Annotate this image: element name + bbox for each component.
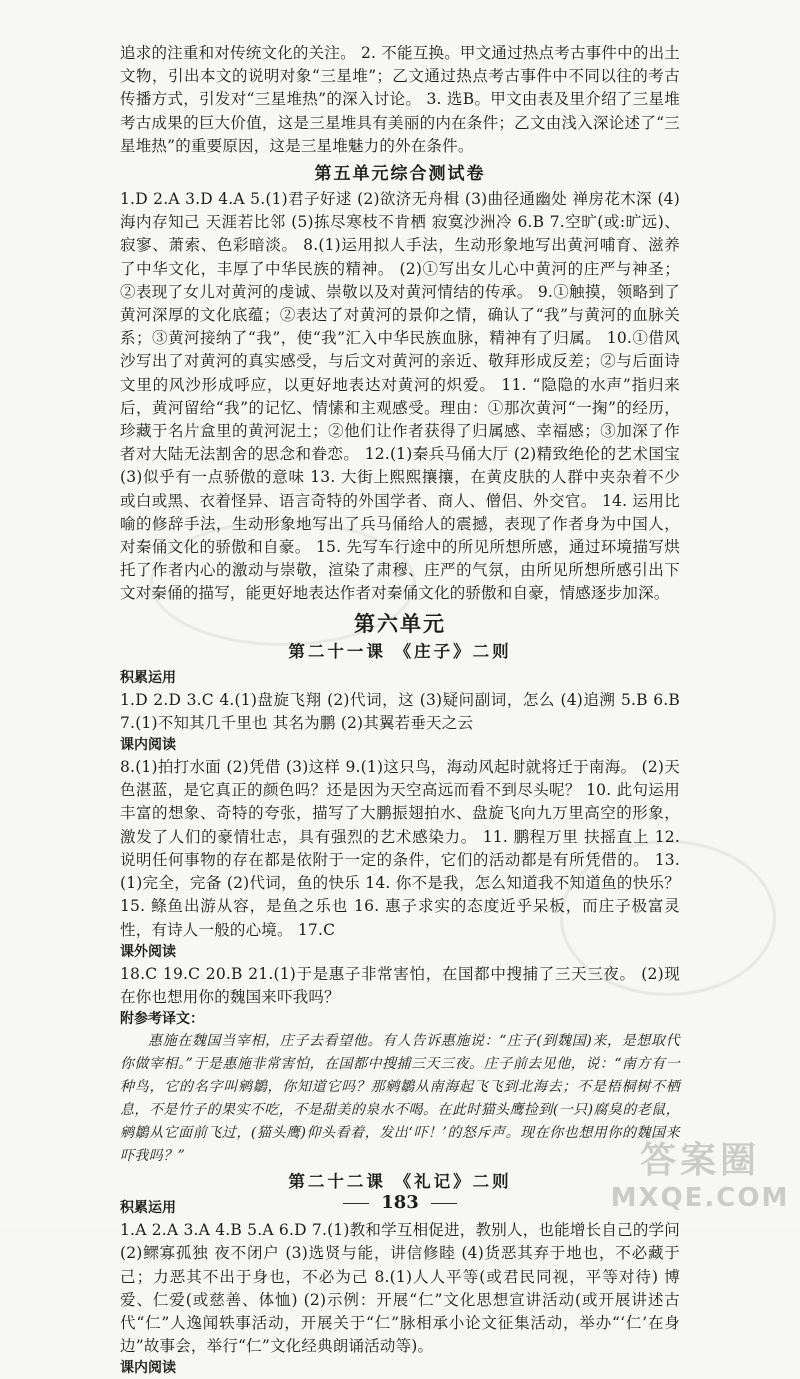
lesson22-accumulation-answers: 1.A 2.A 3.A 4.B 5.A 6.D 7.(1)教和学互相促进，教别人，也能增长自己的学问 (2)鳏寡孤独 夜不闭户 (3)选贤与能，讲信修睦 (4)货恶其弃于地也，不必藏于己；力恶其不出于身也，不必为己 8.(1)人人平等(或君民同视，平等对待) 博爱、仁爱(或慈善、体恤) (2)示例：开展“仁”文化思想宣讲活动(或开展讲述古代“仁”人逸闻轶事活动，开展关于“仁”脉相承小论文征集活动，举办“‘仁’在身边”故事会，举行“仁”文化经典朗诵活动等)。 (120, 1221, 680, 1356)
section-heading: 课内阅读 (120, 737, 176, 754)
page-number-text: 183 (381, 1192, 419, 1213)
lesson21-title: 第二十一课 《庄子》二则 (288, 641, 512, 661)
unit5-test-title: 第五单元综合测试卷 (314, 164, 486, 185)
lesson21-inclass-reading-answers: 8.(1)拍打水面 (2)凭借 (3)这样 9.(1)这只鸟，海动风起时就将迁于南海。 (2)天色湛蓝，是它真正的颜色吗？还是因为天空高远而看不到尽头呢？ 10. 此句运用丰富的想象、奇特的夸张，描写了大鹏振翅拍水、盘旋飞向九万里高空的形象，激发了人们的豪情壮志，具有强烈的艺术感染力。 11. 鹏程万里 扶摇直上 12. 说明任何事物的存在都是依附于一定的条件，它们的活动都是有所凭借的。 13.(1)完全，完备 (2)代词，鱼的快乐 14. 你不是我，怎么知道我不知道鱼的快乐？ 15. 鲦鱼出游从容，是鱼之乐也 16. 惠子求实的态度近乎呆板，而庄子极富灵性，有诗人一般的心境。 17.C (120, 758, 680, 939)
section-heading: 积累运用 (120, 1200, 176, 1217)
watermark-bottom-text: MXQE.COM (610, 1183, 790, 1213)
section-heading: 附参考译文： (120, 1011, 204, 1028)
unit6-title: 第六单元 (354, 611, 446, 636)
watermark-top-text: 答案圈 (639, 1140, 760, 1181)
lesson21-extra-reading-answers: 18.C 19.C 20.B 21.(1)于是惠子非常害怕，在国都中搜捕了三天三夜。 (2)现在你也想用你的魏国来吓我吗？ (120, 964, 680, 1006)
section-heading: 课外阅读 (120, 943, 176, 960)
lesson22-title: 第二十二课 《礼记》二则 (288, 1172, 512, 1192)
section-heading: 课内阅读 (120, 1360, 176, 1377)
answer-paragraph: 追求的注重和对传统文化的关注。 2. 不能互换。甲文通过热点考古事件中的出土文物，引出本文的说明对象“三星堆”；乙文通过热点考古事件中不同以往的考古传播方式，引发对“三星堆热”的深入讨论。 3. 选B。甲文由表及里介绍了三星堆考古成果的巨大价值，这是三星堆具有美丽的内在条件；乙文由浅入深论述了“三星堆热”的重要原因，这是三星堆魅力的外在条件。 (120, 44, 680, 155)
page-number-dash (431, 1203, 457, 1204)
reference-translation: 惠施在魏国当宰相，庄子去看望他。有人告诉惠施说：“庄子(到魏国)来，是想取代你做宰相。”于是惠施非常害怕，在国都中搜捕三天三夜。庄子前去见他，说：“南方有一种鸟，它的名字叫鹓鶵，你知道它吗？那鹓鶵从南海起飞飞到北海去；不是梧桐树不栖息，不是竹子的果实不吃，不是甜美的泉水不喝。在此时猫头鹰捡到(一只)腐臭的老鼠，鹓鶵从它面前飞过，(猫头鹰)仰头看着，发出‘吓！’的怒斥声。现在你也想用你的魏国来吓我吗？” (120, 1033, 680, 1165)
unit5-answers: 1.D 2.A 3.D 4.A 5.(1)君子好逑 (2)欲济无舟楫 (3)曲径通幽处 禅房花木深 (4)海内存知己 天涯若比邻 (5)拣尽寒枝不肯栖 寂寞沙洲冷 6.B 7.空旷(或:旷远)、寂寥、萧索、色彩暗淡。 8.(1)运用拟人手法，生动形象地写出黄河哺育、滋养了中华文化，丰厚了中华民族的精神。 (2)①写出女儿心中黄河的庄严与神圣；②表现了女儿对黄河的虔诚、崇敬以及对黄河情结的传承。 9.①触摸，领略到了黄河深厚的文化底蕴；②表达了对黄河的景仰之情，确认了“我”与黄河的血脉关系；③黄河接纳了“我”，使“我”汇入中华民族血脉，精神有了归属。 10.①借风沙写出了对黄河的真实感受，与后文对黄河的亲近、敬拜形成反差；②与后面诗文里的风沙形成呼应，以更好地表达对黄河的炽爱。 11. “隐隐的水声”指归来后，黄河留给“我”的记忆、情愫和主观感受。理由：①那次黄河“一掬”的经历，珍藏于名片盒里的黄河泥土；②他们让作者获得了归属感、幸福感；③加深了作者对大陆无法割舍的思念和眷恋。 12.(1)秦兵马俑大厅 (2)精致绝伦的艺术国宝 (3)似乎有一点骄傲的意味 13. 大街上熙熙攘攘，在黄皮肤的人群中夹杂着不少或白或黑、衣着怪异、语言奇特的外国学者、商人、僧侣、外交官。 14. 运用比喻的修辞手法，生动形象地写出了兵马俑给人的震撼，表现了作者身为中国人，对秦俑文化的骄傲和自豪。 15. 先写车行途中的所见所想所感，通过环境描写烘托了作者内心的激动与崇敬，渲染了肃穆、庄严的气氛，由所见所想所感引出下文对秦俑的描写，能更好地表达作者对秦俑文化的骄傲和自豪，情感逐步加深。 (120, 190, 680, 603)
watermark-logo (610, 1139, 790, 1219)
section-heading: 积累运用 (120, 669, 176, 686)
answer-column (120, 42, 680, 1379)
lesson21-accumulation-answers: 1.D 2.D 3.C 4.(1)盘旋飞翔 (2)代词，这 (3)疑问副词，怎么 (4)追溯 5.B 6.B 7.(1)不知其几千里也 其名为鹏 (2)其翼若垂天之云 (120, 690, 680, 732)
page-number-dash (343, 1203, 369, 1204)
